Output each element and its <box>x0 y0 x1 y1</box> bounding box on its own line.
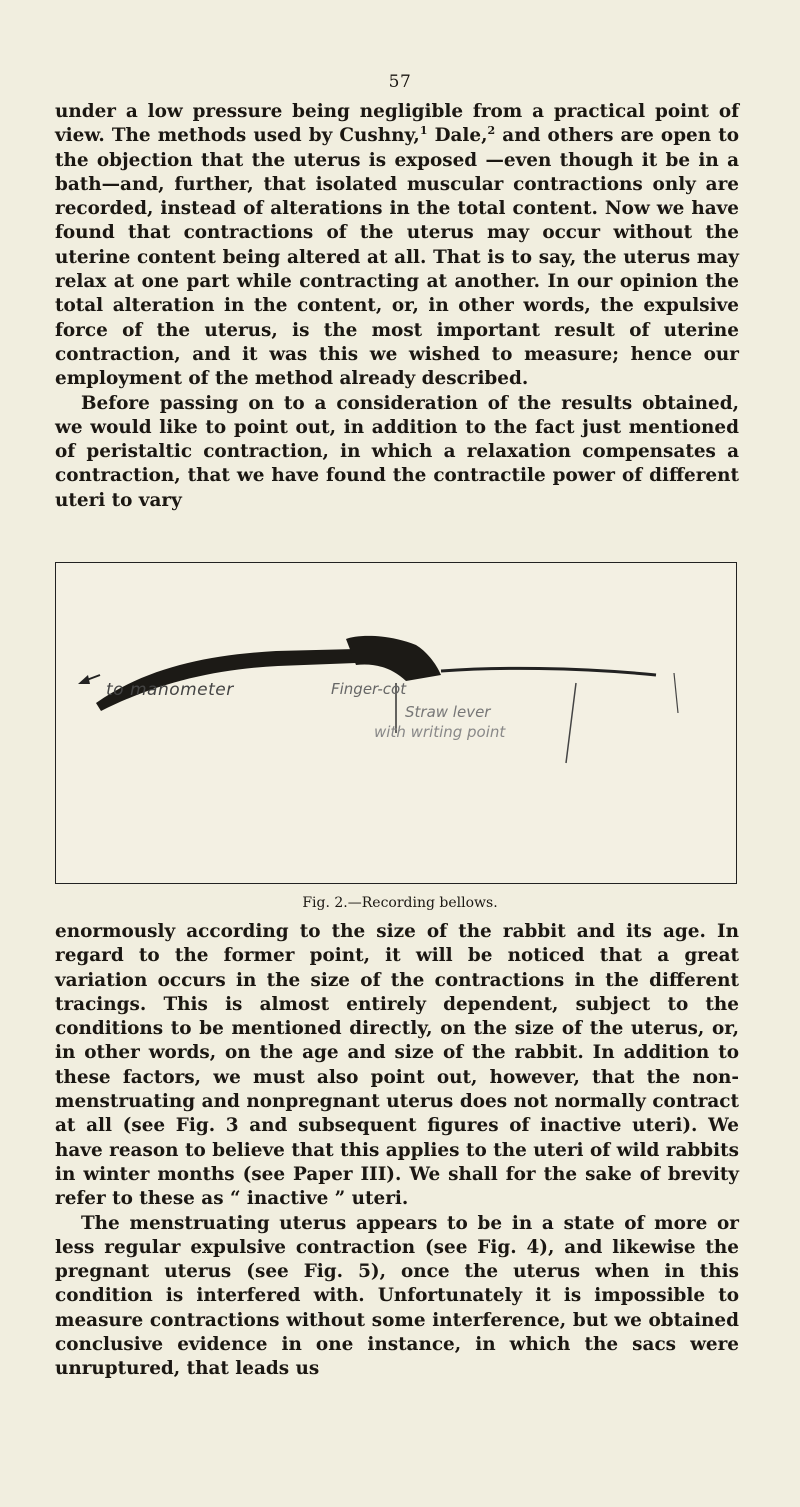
paragraph-text: under a low pressure being negligible from a practical point of view. The methods used by Cushny, <box>55 101 739 147</box>
paragraph-text: enormously according to the size of the rabbit and its age. In regard to the former point, it will be noticed that a great variation occurs in the size of the contractions in the different tracings. This is almost entirely dependent, subject to the conditions to be mentioned directly, on the size of the uterus, or, in other words, on the age and size of the rabbit. In addition to these factors, we must also point out, however, that the non-menstruating and nonpregnant uterus does not normally contract at all (see Fig. 3 and subsequent figures of inactive uteri). We have reason to believe that this applies to the uteri of wild rabbits in winter months (see Paper III). We shall for the sake of brevity refer to these as “ inactive ” uteri. <box>55 921 739 1210</box>
text-block-top <box>55 100 739 513</box>
footnote-ref[interactable]: 1 <box>419 124 428 138</box>
label-straw-lever: Straw lever <box>405 703 491 721</box>
footnote-ref[interactable]: 2 <box>487 124 496 138</box>
paragraph-1 <box>55 100 739 392</box>
arrow-left-icon <box>78 675 100 684</box>
paragraph-text: and others are open to the objection that the uterus is exposed —even though it be in a bath—and, further, that isolated muscular contractions only are recorded, instead of alterations in the total content. Now we have found that contractions of the uterus may occur without the uterine content being altered at all. That is to say, the uterus may relax at one part while contracting at another. In our opinion the total alteration in the content, or, in other words, the expulsive force of the uterus, is the most important result of uterine contraction, and it was this we wished to measure; hence our employment of the method already described. <box>55 125 739 390</box>
paragraph-4 <box>55 1212 739 1382</box>
label-finger-cot: Finger-cot <box>331 680 407 698</box>
straw-lever <box>441 668 656 675</box>
page-number: 57 <box>388 72 412 92</box>
paragraph-text: The menstruating uterus appears to be in a state of more or less regular expulsive contraction (see Fig. 4), and likewise the pregnant uterus (see Fig. 5), once the uterus when in this condition is interfered with. Unfortunately it is impossible to measure contractions without some interference, but we obtained conclusive evidence in one instance, in which the sacs were unruptured, that leads us <box>55 1212 739 1380</box>
paragraph-text: Dale, <box>427 125 488 147</box>
label-to-manometer: to manometer <box>106 680 234 700</box>
text-block-bottom <box>55 920 739 1382</box>
paragraph-3 <box>55 920 739 1212</box>
writing-arm <box>566 683 576 763</box>
figure-caption: Fig. 2.—Recording bellows. <box>302 895 498 911</box>
paragraph-2 <box>55 392 739 513</box>
figure-recording-bellows <box>55 562 737 884</box>
paragraph-text: Before passing on to a consideration of the results obtained, we would like to point out, in addition to the fact just mentioned of peristaltic contraction, in which a relaxation compensates a contraction, that we have found the contractile power of different uteri to vary <box>55 392 739 511</box>
finger-cot-bulb <box>346 636 441 681</box>
right-edge-line <box>674 673 678 713</box>
label-writing-point: with writing point <box>374 723 506 741</box>
